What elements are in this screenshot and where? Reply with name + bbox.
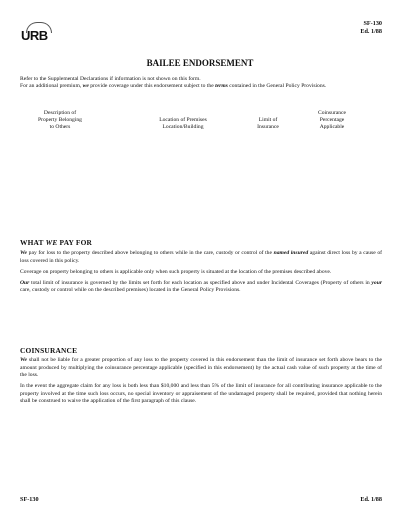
paragraph: Our total limit of insurance is governed by the limits set forth for each location as specified above and under Incidental Coverages (Property of others in your care, custody or control while on the described premises) located in the General Policy Provisions. (20, 279, 382, 294)
column-header-limit: Limit of Insurance (257, 117, 279, 130)
paragraph: Coverage on property belonging to others is applicable only when such property is situated at the location of the premises described above. (20, 268, 332, 275)
coinsurance-body (20, 357, 382, 409)
company-logo (20, 22, 56, 46)
logo-text: URB (21, 28, 48, 43)
column-header-description: Description of Property Belonging to Others (38, 110, 82, 130)
footer-edition: Ed. 1/88 (360, 496, 382, 503)
section-heading-coinsurance: COINSURANCE (20, 346, 78, 355)
paragraph: In the event the aggregate claim for any loss is both less than $10,000 and less than 5% of the limit of insurance for all contributing insurance applicable to the property involved at the time such loss occurs, no special inventory or appraisement of the undamaged property shall be required, provided that nothing herein shall be construed to waive the application of the first paragraph of this clause. (20, 383, 382, 405)
column-header-coinsurance: Coinsurance Percentage Applicable (318, 110, 346, 130)
intro-line-1: Refer to the Supplemental Declarations if information is not shown on this form. (20, 76, 201, 82)
column-header-location: Location of Premises Location/Building (159, 117, 207, 130)
page-title: BAILEE ENDORSEMENT (146, 58, 254, 68)
intro-line-2: For an additional premium, we provide coverage under this endorsement subject to the terms contained in the General Policy Provisions. (20, 83, 327, 90)
footer-form-number: SF-130 (20, 496, 39, 503)
paragraph: We shall not be liable for a greater proportion of any loss to the property covered in this endorsement than the limit of insurance set forth above bears to the amount produced by multiplying the coinsurance percentage applicable (specified in this endorsement) by the actual cash value of such property at the time of the loss. (20, 357, 382, 379)
form-identifier (360, 20, 382, 36)
form-edition: Ed. 1/88 (360, 28, 382, 35)
section-heading-what-we-pay-for: WHAT WE PAY FOR (20, 238, 93, 247)
intro-text (20, 76, 382, 90)
what-we-pay-for-body (20, 250, 382, 298)
paragraph: We pay for loss to the property described above belonging to others while in the care, custody or control of the named insured against direct loss by a cause of loss covered in this policy. (20, 250, 382, 264)
form-number: SF-130 (363, 20, 382, 27)
